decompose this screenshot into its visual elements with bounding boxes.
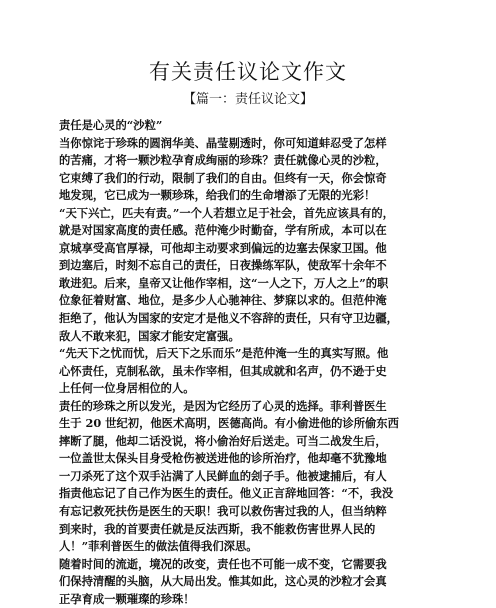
essay-line: 位象征着财富、地位，是多少人心驰神往、梦寐以求的。但范仲淹 bbox=[59, 293, 387, 308]
essay-line: 责任的珍珠之所以发光，是因为它经历了心灵的选择。菲利普医生 bbox=[59, 398, 387, 413]
essay-line: 地发现，它已成为一颗珍珠，给我们的生命增添了无限的光彩！ bbox=[59, 188, 376, 203]
document-title: 有关责任议论文作文 bbox=[149, 60, 347, 84]
essay-line: 当你惊诧于珍珠的圆润华美、晶莹剔透时，你可知道蚌忍受了怎样 bbox=[59, 135, 387, 150]
essay-line: 京城享受高官厚禄，可他却主动要求到偏远的边塞去保家卫国。他 bbox=[59, 240, 387, 255]
essay-line: 正孕育成一颗璀璨的珍珠！ bbox=[59, 591, 195, 606]
essay-line: 摔断了腿，他却二话没说，将小偷治好后送走。可当二战发生后， bbox=[59, 433, 387, 448]
section-heading: 【篇一：责任议论文】 bbox=[182, 92, 313, 107]
essay-line: 一位盖世太保头目身受枪伤被送进他的诊所治疗，他却毫不犹豫地 bbox=[59, 451, 387, 466]
essay-line: 有忘记救死扶伤是医生的天职！我可以救伤害过我的人，但当纳粹 bbox=[59, 504, 387, 519]
essay-line: 一刀杀死了这个双手沾满了人民鲜血的刽子手。他被逮捕后，有人 bbox=[59, 468, 387, 483]
essay-line: 拒绝了，他认为国家的安定才是他义不容辞的责任，只有守卫边疆， bbox=[59, 311, 398, 326]
essay-line: 到来时，我的首要责任就是反法西斯，我不能救伤害世界人民的 bbox=[59, 521, 376, 536]
essay-line: 敢进犯。后来，皇帝又让他作宰相，这“一人之下，万人之上”的职 bbox=[59, 275, 389, 290]
essay-line: 人！”菲利普医生的做法值得我们深思。 bbox=[59, 539, 258, 554]
essay-line: 指责他忘记了自己作为医生的责任。他义正言辞地回答：“不，我没 bbox=[59, 486, 394, 501]
essay-line: 就是对国家高度的责任感。范仲淹少时勤奋，学有所成，本可以在 bbox=[59, 223, 387, 238]
essay-line: “先天下之忧而忧，后天下之乐而乐”是范仲淹一生的真实写照。他 bbox=[59, 346, 389, 361]
essay-line: 的苦痛，才将一颗沙粒孕育成绚丽的珍珠？责任就像心灵的沙粒， bbox=[59, 153, 387, 168]
essay-line: 敌人不敢来犯，国家才能安定富强。 bbox=[59, 328, 240, 343]
essay-line: 随着时间的流逝，境况的改变，责任也不可能一成不变，它需要我 bbox=[59, 556, 387, 571]
essay-heading: 责任是心灵的“沙粒” bbox=[59, 118, 163, 132]
essay-line: 们保持清醒的头脑，从大局出发。惟其如此，这心灵的沙粒才会真 bbox=[59, 574, 387, 589]
essay-line: 心怀责任，克制私欲，虽未作宰相，但其成就和名声，仍不逊于史 bbox=[59, 363, 387, 378]
essay-line: “天下兴亡，匹夫有责。”一个人若想立足于社会，首先应该具有的， bbox=[59, 205, 394, 220]
essay-line: 上任何一位身居相位的人。 bbox=[59, 381, 195, 396]
essay-line: 它束缚了我们的行动，限制了我们的自由。但终有一天，你会惊奇 bbox=[59, 170, 387, 185]
essay-line: 生于 20 世纪初，他医术高明，医德高尚。有小偷进他的诊所偷东西 bbox=[59, 416, 399, 431]
essay-line: 到边塞后，时刻不忘自己的责任，日夜操练军队，使敌军十余年不 bbox=[59, 258, 387, 273]
essay-body bbox=[59, 117, 439, 608]
